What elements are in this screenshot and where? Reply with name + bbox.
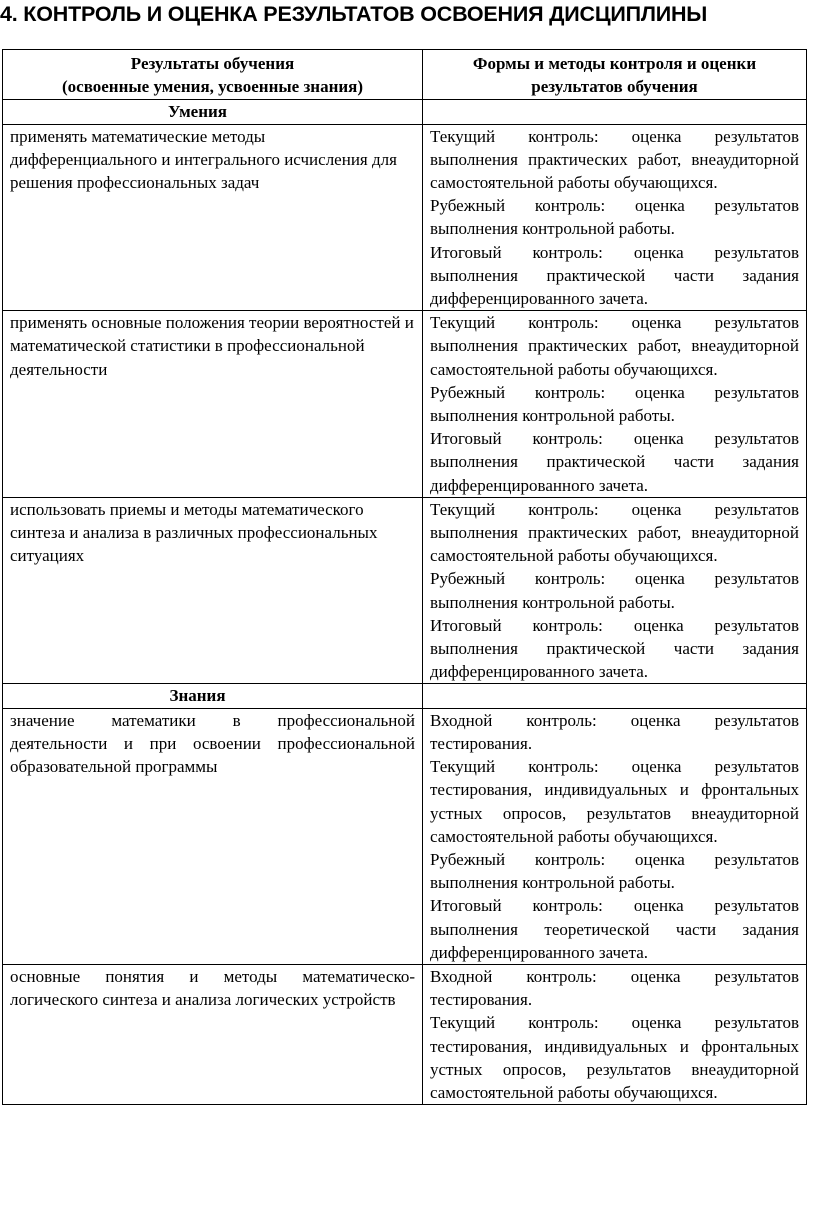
method-paragraph: Текущий контроль: оценка результатов выполнения практических работ, внеаудиторной самостоятельной работы обучающихся. [430, 313, 799, 379]
methods-cell [423, 311, 807, 498]
method-paragraph: Текущий контроль: оценка результатов выполнения практических работ, внеаудиторной самостоятельной работы обучающихся. [430, 499, 799, 566]
methods-cell [423, 124, 807, 311]
header-left-line1: Результаты обучения [130, 54, 295, 73]
method-paragraph: Входной контроль: оценка результатов тестирования. [430, 966, 799, 1010]
method-paragraph: Рубежный контроль: оценка результатов выполнения контрольной работы. [430, 569, 799, 612]
methods-cell [423, 964, 807, 1104]
result-cell [3, 497, 423, 684]
method-paragraph: Итоговый контроль: оценка результатов выполнения практической части задания дифференцированного зачета. [430, 429, 799, 495]
method-paragraph: Итоговый контроль: оценка результатов выполнения практической части задания дифференцированного зачета. [430, 242, 799, 309]
section-label-cell [3, 100, 423, 124]
assessment-table [2, 49, 807, 1105]
result-cell [3, 124, 423, 311]
header-control-methods [423, 50, 807, 100]
table-row [3, 497, 807, 684]
table-row [3, 311, 807, 498]
table-row [3, 124, 807, 311]
methods-cell [423, 497, 807, 684]
section-row-knowledge [3, 684, 807, 708]
method-paragraph: Рубежный контроль: оценка результатов выполнения контрольной работы. [430, 196, 799, 239]
table-row [3, 964, 807, 1104]
result-text: применять математические методы дифференциального и интегрального исчисления для решения профессиональных задач [10, 126, 397, 193]
method-paragraph: Рубежный контроль: оценка результатов выполнения контрольной работы. [430, 849, 799, 893]
method-paragraph: Итоговый контроль: оценка результатов выполнения практической части задания дифференцированного зачета. [430, 615, 799, 682]
method-paragraph: Текущий контроль: оценка результатов тестирования, индивидуальных и фронтальных устных опросов, результатов внеаудиторной самостоятельной работы обучающихся. [430, 757, 799, 846]
method-paragraph: Входной контроль: оценка результатов тестирования. [430, 710, 799, 753]
result-text: значение математики в профессиональной деятельности и при освоении профессиональной образовательной программы [10, 710, 415, 777]
header-right-line1: Формы и методы контроля и оценки [472, 54, 757, 73]
section-label-cell [3, 684, 423, 708]
method-paragraph: Текущий контроль: оценка результатов тестирования, индивидуальных и фронтальных устных опросов, результатов внеаудиторной самостоятельной работы обучающихся. [430, 1013, 799, 1102]
section-empty-cell [423, 100, 807, 124]
methods-cell [423, 708, 807, 964]
result-text: основные понятия и методы математическо-логического синтеза и анализа логических устройств [10, 966, 415, 1010]
section-label-knowledge: Знания [169, 686, 226, 706]
page-title: 4. КОНТРОЛЬ И ОЦЕНКА РЕЗУЛЬТАТОВ ОСВОЕНИЯ ДИСЦИПЛИНЫ [0, 2, 708, 26]
method-paragraph: Итоговый контроль: оценка результатов выполнения теоретической части задания дифференцированного зачета. [430, 896, 799, 962]
header-left-line2: (освоенные умения, усвоенные знания) [61, 77, 364, 97]
result-cell [3, 964, 423, 1104]
result-cell [3, 311, 423, 498]
header-right-line2: результатов обучения [531, 77, 698, 97]
section-label-skills: Умения [168, 102, 227, 122]
method-paragraph: Текущий контроль: оценка результатов выполнения практических работ, внеаудиторной самостоятельной работы обучающихся. [430, 126, 799, 193]
section-empty-cell [423, 684, 807, 708]
result-text: применять основные положения теории вероятностей и математической статистики в профессиональной деятельности [10, 313, 414, 379]
result-text: использовать приемы и методы математического синтеза и анализа в различных профессиональных ситуациях [10, 499, 378, 566]
table-header-row [3, 50, 807, 100]
result-cell [3, 708, 423, 964]
header-learning-results [3, 50, 423, 100]
method-paragraph: Рубежный контроль: оценка результатов выполнения контрольной работы. [430, 382, 799, 426]
table-row [3, 708, 807, 964]
section-row-skills [3, 100, 807, 124]
